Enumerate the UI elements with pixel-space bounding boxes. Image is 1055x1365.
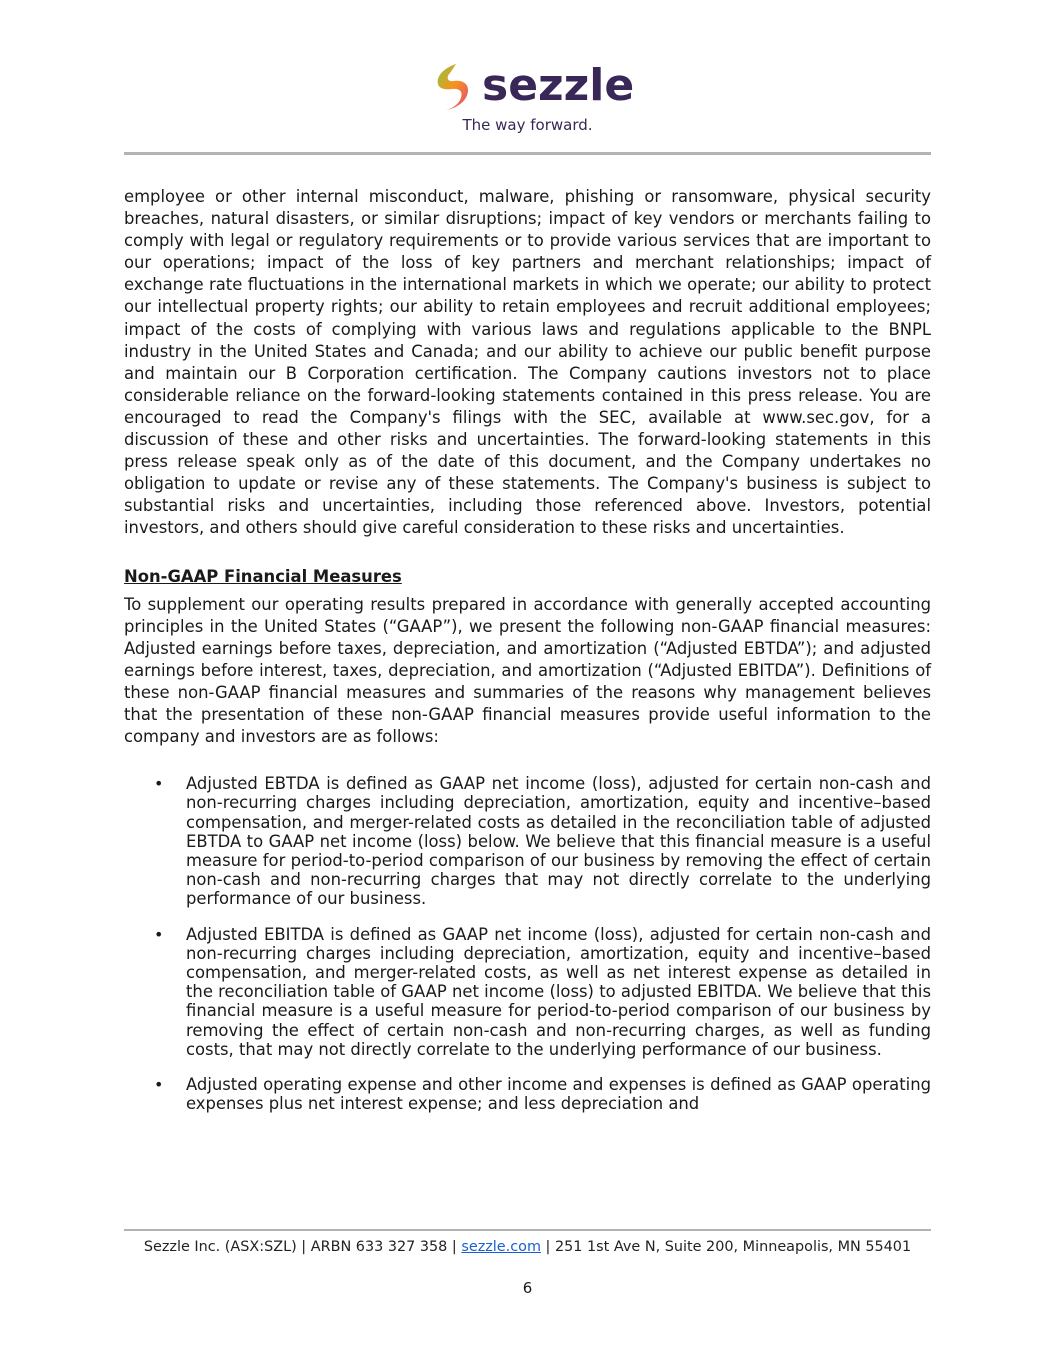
list-item-text: Adjusted EBTDA is defined as GAAP net income (loss), adjusted for certain non-cash and non-recurring charges including depreciation, amortization, equity and incentive–based compensation, and merger-related costs as detailed in the reconciliation table of adjusted EBTDA to GAAP net income (loss) below. We believe that this financial measure is a useful measure for period-to-period comparison of our business by removing the effect of certain non-cash and non-recurring charges that may not directly correlate to the underlying performance of our business. (186, 774, 931, 909)
page-header (0, 58, 1055, 138)
bullet-icon: • (154, 924, 164, 944)
forward-looking-paragraph: employee or other internal misconduct, malware, phishing or ransomware, physical security breaches, natural disasters, or similar disruptions; impact of key vendors or merchants failing to comply with legal or regulatory requirements or to provide various services that are important to our operations; impact of the loss of key partners and merchant relationships; impact of exchange rate fluctuations in the international markets in which we operate; our ability to protect our intellectual property rights; our ability to retain employees and recruit additional employees; impact of the costs of complying with various laws and regulations applicable to the BNPL industry in the United States and Canada; and our ability to achieve our public benefit purpose and maintain our B Corporation certification. The Company cautions investors not to place considerable reliance on the forward-looking statements contained in this press release. You are encouraged to read the Company's filings with the SEC, available at www.sec.gov, for a discussion of these and other risks and uncertainties. The forward-looking statements in this press release speak only as of the date of this document, and the Company undertakes no obligation to update or revise any of these statements. The Company's business is subject to substantial risks and uncertainties, including those referenced above. Investors, potential investors, and others should give careful consideration to these risks and uncertainties. (124, 187, 931, 538)
page-number: 6 (522, 1279, 533, 1297)
list-item (124, 925, 931, 1059)
section-heading-non-gaap: Non-GAAP Financial Measures (124, 566, 402, 586)
list-item (124, 774, 931, 908)
list-item-text: Adjusted EBITDA is defined as GAAP net income (loss), adjusted for certain non-cash and non-recurring charges including depreciation, amortization, equity and incentive–based compensation, and merger-related costs, as well as net interest expense as detailed in the reconciliation table of GAAP net income (loss) to adjusted EBITDA. We believe that this financial measure is a useful measure for period-to-period comparison of our business by removing the effect of certain non-cash and non-recurring charges, as well as funding costs, that may not directly correlate to the underlying performance of our business. (186, 924, 931, 1059)
list-item (124, 1075, 931, 1113)
brand-wordmark: sezzle (482, 60, 635, 111)
non-gaap-intro-paragraph: To supplement our operating results prepared in accordance with generally accepted accounting principles in the United States (“GAAP”), we present the following non-GAAP financial measures: Adjusted earnings before taxes, depreciation, and amortization (“Adjusted EBTDA”); and adjusted earnings before interest, taxes, depreciation, and amortization (“Adjusted EBITDA”). Definitions of these non-GAAP financial measures and summaries of the reasons why management believes that the presentation of these non-GAAP financial measures provide useful information to the company and investors are as follows: (124, 594, 931, 747)
bullet-icon: • (154, 774, 164, 794)
footer-website-link[interactable]: sezzle.com (461, 1239, 541, 1255)
brand-tagline: The way forward. (462, 116, 593, 134)
list-item-text: Adjusted operating expense and other income and expenses is defined as GAAP operating expenses plus net interest expense; and less depreciation and (186, 1075, 931, 1114)
non-gaap-definitions-list (124, 774, 931, 1113)
bullet-icon: • (154, 1075, 164, 1094)
sezzle-logo-icon (430, 62, 474, 112)
header-divider (124, 152, 931, 155)
footer-divider (124, 1229, 931, 1231)
page-footer (124, 1239, 931, 1255)
sezzle-logo[interactable] (430, 58, 635, 114)
document-body (124, 186, 931, 1129)
footer-company-info: Sezzle Inc. (ASX:SZL) | ARBN 633 327 358 | (143, 1239, 462, 1255)
footer-address: | 251 1st Ave N, Suite 200, Minneapolis, MN 55401 (540, 1239, 912, 1255)
